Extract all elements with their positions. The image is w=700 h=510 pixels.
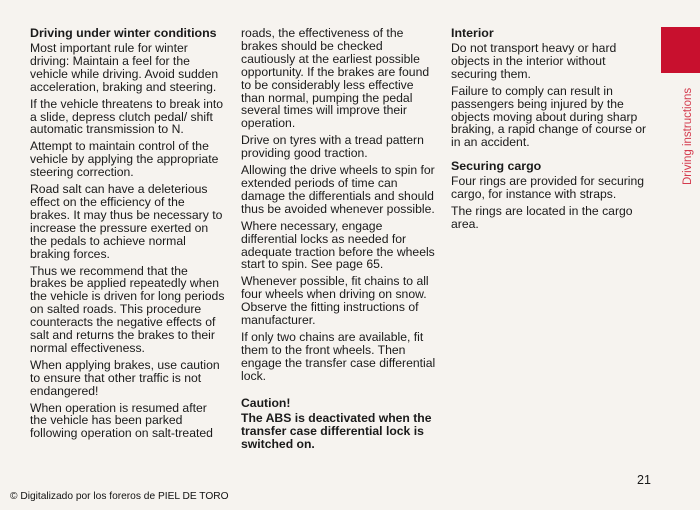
paragraph: The rings are located in the cargo area. [451,204,633,231]
paragraph: Most important rule for winter driving: Maintain a feel for the vehicle while driving. Avoid sudden acceleration, braking and steering. [30,41,219,94]
paragraph: If only two chains are available, fit them to the front wheels. Then engage the transfer case differential lock. [241,329,436,383]
paragraph: Whenever possible, fit chains to all four wheels when driving on snow. Observe the fitting instructions of manufacturer. [241,274,429,328]
page-number: 21 [637,473,651,487]
paragraph: Attempt to maintain control of the vehicle by applying the appropriate steering correction. [30,139,219,180]
section-heading-cargo: Securing cargo [451,159,542,174]
paragraph: Road salt can have a deleterious effect on the efficiency of the brakes. It may thus be necessary to increase the pressure exerted on the pedals to achieve normal braking forces. [30,182,223,261]
paragraph: Failure to comply can result in passengers being injured by the objects moving about during sharp braking, a rapid change of course or in an accident. [451,83,647,150]
section-heading-interior: Interior [451,26,494,40]
paragraph: Thus we recommend that the brakes be applied repeatedly when the vehicle is driven for long periods on salted roads. This procedure counteracts the negative effects of salt and returns the brakes to their normal effectiveness. [30,263,225,355]
paragraph: Allowing the drive wheels to spin for extended periods of time can damage the differentials and should thus be avoided whenever possible. [241,163,435,216]
paragraph: When operation is resumed after the vehicle has been parked following operation on salt-treated [30,400,213,441]
chapter-label-text: Driving instructions [682,87,694,185]
caution-text: The ABS is deactivated when the transfer case differential lock is switched on. [241,411,432,452]
right-column [451,26,647,235]
paragraph: When applying brakes, use caution to ensure that other traffic is not endangered! [30,357,220,398]
paragraph: roads, the effectiveness of the brakes should be checked cautiously at the earliest possible opportunity. If the brakes are found to be considerably less effective than normal, pumping the pedal several times will improve their operation. [241,26,430,131]
paragraph: Four rings are provided for securing cargo, for instance with straps. [451,174,645,202]
paragraph: Where necessary, engage differential locks as needed for adequate traction before the wheels start to spin. See page 65. [241,218,435,272]
section-heading-winter: Driving under winter conditions [30,26,217,40]
paragraph: If the vehicle threatens to break into a slide, depress clutch pedal/ shift automatic transmission to N. [30,96,224,137]
middle-column [241,27,437,455]
footer-credit: © Digitalizado por los foreros de PIEL DE TORO [10,491,229,502]
chapter-tab [661,27,700,73]
paragraph: Do not transport heavy or hard objects in the interior without securing them. [451,41,617,81]
chapter-label [682,87,694,185]
paragraph: Drive on tyres with a tread pattern providing good traction. [241,133,424,161]
left-column [30,26,226,444]
caution-heading: Caution! [241,395,291,410]
